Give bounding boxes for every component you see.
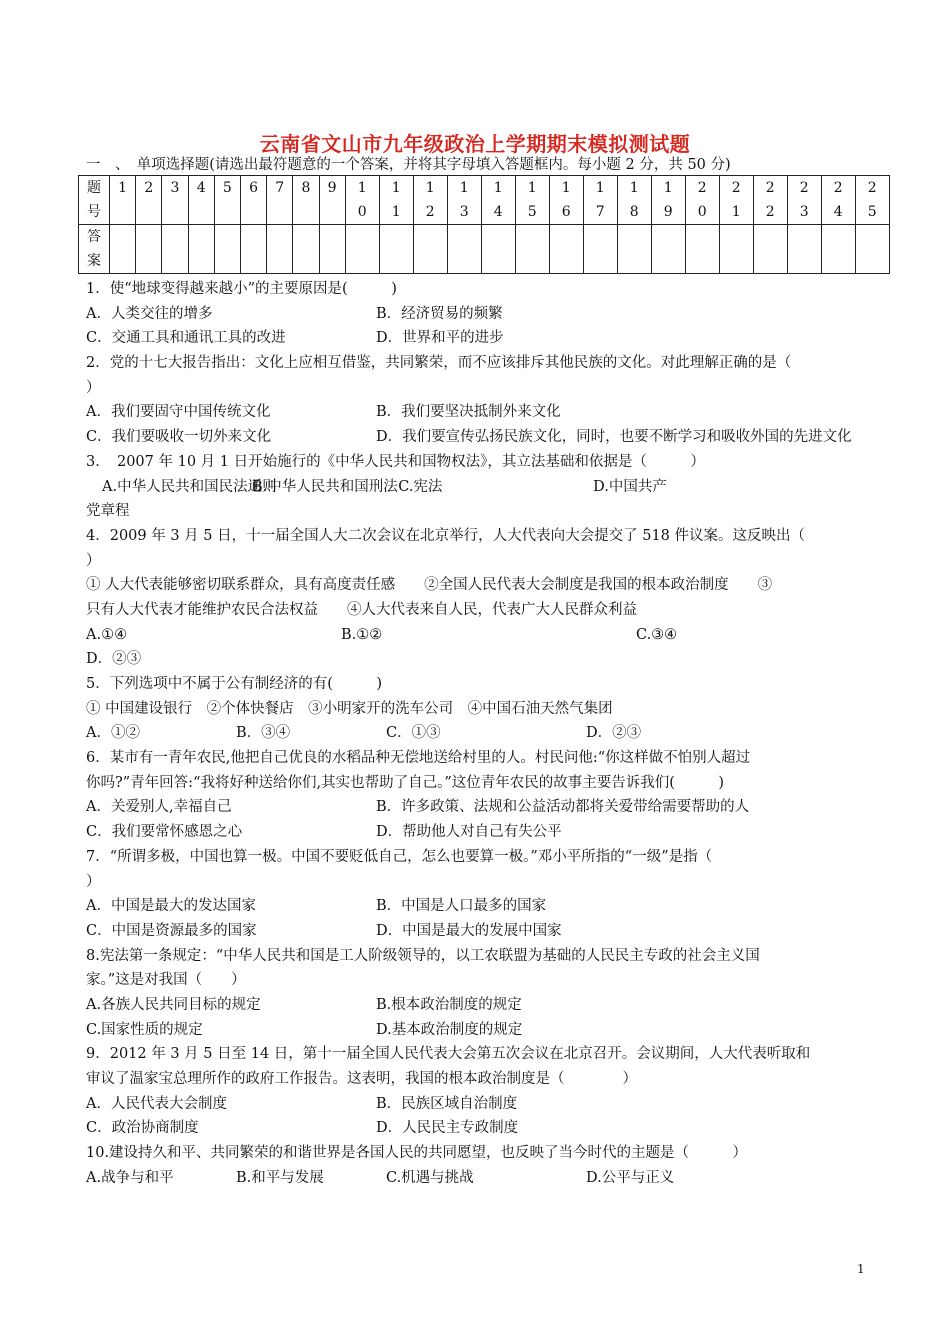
question-number-cell xyxy=(787,176,821,225)
question-stem: 2．党的十七大报告指出：文化上应相互借鉴，共同繁荣，而不应该排斥其他民族的文化。对此理解正确的是（ xyxy=(86,355,792,372)
question-number-cell xyxy=(162,176,188,225)
option-continuation: 党章程 xyxy=(86,503,130,520)
option-c[interactable]: C．政治协商制度 xyxy=(86,1120,199,1137)
answer-cell[interactable] xyxy=(753,225,787,274)
question-stem: 5．下列选项中不属于公有制经济的有( ) xyxy=(86,676,383,692)
option-row xyxy=(86,919,871,944)
question-stem: 6．某市有一青年农民,他把自己优良的水稻品种无偿地送给村里的人。村民问他:“你这样做不怕别人超过 xyxy=(86,750,751,767)
answer-cell[interactable] xyxy=(110,225,136,274)
option-b[interactable]: B．③④ xyxy=(236,725,291,742)
question-block xyxy=(86,1042,871,1141)
option-c[interactable]: C.国家性质的规定 xyxy=(86,1021,203,1038)
question-number-cell xyxy=(319,176,345,225)
option-row xyxy=(86,1116,871,1141)
option-a[interactable]: A．人民代表大会制度 xyxy=(86,1095,227,1112)
question-number-digit: 1 xyxy=(527,180,537,196)
question-number-digit: 5 xyxy=(222,180,232,196)
answer-cell[interactable] xyxy=(293,225,319,274)
question-number-digit xyxy=(136,200,161,224)
question-number-digit: 0 xyxy=(357,204,367,220)
option-row xyxy=(86,400,871,425)
option-row xyxy=(86,475,871,500)
question-number-digit: 2 xyxy=(765,180,775,196)
question-number-digit: 5 xyxy=(527,204,537,220)
answer-cell[interactable] xyxy=(136,225,162,274)
option-d[interactable]: D.基本政治制度的规定 xyxy=(376,1021,523,1038)
question-number-digit: 1 xyxy=(561,180,571,196)
option-a[interactable]: A.①④ xyxy=(86,626,128,643)
answer-table xyxy=(78,175,890,274)
option-b[interactable]: B.①② xyxy=(341,626,383,643)
question-number-cell xyxy=(855,176,889,225)
question-number-cell xyxy=(685,176,719,225)
section-heading: 一 、 单项选择题(请选出最符题意的一个答案，并将其字母填入答题框内。每小题 2 分，共 50 分) xyxy=(86,157,731,173)
question-stem: ） xyxy=(86,873,101,890)
answer-cell[interactable] xyxy=(549,225,583,274)
question-number-digit xyxy=(293,200,318,224)
question-number-digit: 1 xyxy=(459,180,469,196)
question-number-digit: 6 xyxy=(249,180,258,196)
option-d[interactable]: D．帮助他人对自己有失公平 xyxy=(376,824,562,841)
answer-table-answer-row xyxy=(79,225,890,274)
question-number-digit: 1 xyxy=(731,204,741,220)
question-number-digit: 3 xyxy=(799,204,809,220)
option-row xyxy=(86,820,871,845)
question-number-cell xyxy=(515,176,549,225)
page-number: 1 xyxy=(857,1262,865,1276)
question-stem: 8.宪法第一条规定：“中华人民共和国是工人阶级领导的，以工农联盟为基础的人民民主专政的社会主义国 xyxy=(86,947,760,964)
question-number-digit: 1 xyxy=(493,180,503,196)
question-list xyxy=(86,277,871,1190)
answer-label-cell xyxy=(79,225,110,274)
question-stem: 7．“所谓多极，中国也算一极。中国不要贬低自己，怎么也要算一极。”邓小平所指的“一级”是指（ xyxy=(86,848,713,865)
question-number-digit: 0 xyxy=(697,204,707,220)
question-block xyxy=(86,944,871,1043)
option-b[interactable]: B．许多政策、法规和公益活动都将关爱带给需要帮助的人 xyxy=(376,799,750,816)
answer-cell[interactable] xyxy=(188,225,214,274)
option-c[interactable]: C.机遇与挑战 xyxy=(386,1169,474,1186)
question-stem: 9．2012 年 3 月 5 日至 14 日，第十一届全国人民代表大会第五次会议在北京召开。会议期间，人大代表听取和 xyxy=(86,1046,811,1063)
option-a[interactable]: A．关爱别人,幸福自己 xyxy=(86,799,232,816)
question-number-digit: 2 xyxy=(144,180,154,196)
question-stem: 审议了温家宝总理所作的政府工作报告。这表明，我国的根本政治制度是（ ） xyxy=(86,1071,637,1087)
option-a[interactable]: A．我们要固守中国传统文化 xyxy=(86,404,271,421)
answer-cell[interactable] xyxy=(379,225,413,274)
question-block xyxy=(86,450,871,524)
option-b[interactable]: B．民族区域自治制度 xyxy=(376,1095,518,1112)
question-number-digit xyxy=(215,200,240,224)
option-c[interactable]: C．我们要吸收一切外来文化 xyxy=(86,429,272,446)
option-c[interactable]: C．中国是资源最多的国家 xyxy=(86,922,257,939)
question-block xyxy=(86,845,871,944)
question-number-digit: 2 xyxy=(425,204,435,220)
question-stem: 3． 2007 年 10 月 1 日开始施行的《中华人民共和国物权法》，其立法基础和依据是（ ） xyxy=(86,453,705,470)
option-c[interactable]: C．我们要常怀感恩之心 xyxy=(86,824,243,841)
answer-cell[interactable] xyxy=(583,225,617,274)
answer-cell[interactable] xyxy=(481,225,515,274)
header-label-top: 题 xyxy=(87,180,101,196)
question-number-cell xyxy=(753,176,787,225)
answer-cell[interactable] xyxy=(214,225,240,274)
option-c[interactable]: C.宪法 xyxy=(398,478,443,495)
option-b[interactable]: B.中华人民共和国刑法 xyxy=(252,478,398,495)
question-number-digit: 1 xyxy=(391,180,401,196)
question-number-digit: 4 xyxy=(833,204,843,220)
option-row xyxy=(86,326,871,351)
question-number-cell xyxy=(617,176,651,225)
question-number-digit: 2 xyxy=(799,180,809,196)
answer-cell[interactable] xyxy=(821,225,855,274)
question-stem: 1．使“地球变得越来越小”的主要原因是( ) xyxy=(86,281,397,297)
question-number-digit: 9 xyxy=(663,204,673,220)
question-number-cell xyxy=(136,176,162,225)
question-number-digit: 5 xyxy=(867,204,877,220)
question-number-digit: 1 xyxy=(663,180,673,196)
option-d[interactable]: D.公平与正义 xyxy=(586,1169,675,1186)
question-number-digit: 7 xyxy=(275,180,285,196)
question-number-cell xyxy=(447,176,481,225)
question-number-cell xyxy=(188,176,214,225)
option-a[interactable]: A.各族人民共同目标的规定 xyxy=(86,996,261,1013)
option-b[interactable]: B．经济贸易的频繁 xyxy=(376,305,503,322)
option-b[interactable]: B．我们要坚决抵制外来文化 xyxy=(376,404,561,421)
question-number-digit: 2 xyxy=(697,180,707,196)
question-number-digit: 7 xyxy=(595,204,605,220)
question-number-digit: 4 xyxy=(196,180,206,196)
question-number-cell xyxy=(379,176,413,225)
question-number-digit xyxy=(320,200,345,224)
option-c[interactable]: C.③④ xyxy=(636,626,678,643)
question-statement: 只有人大代表才能维护农民合法权益 ④人大代表来自人民，代表广大人民群众利益 xyxy=(86,601,637,618)
answer-table-header-row xyxy=(79,176,890,225)
question-number-cell xyxy=(345,176,379,225)
question-number-digit: 1 xyxy=(357,180,367,196)
question-number-digit: 2 xyxy=(731,180,741,196)
answer-cell[interactable] xyxy=(685,225,719,274)
question-number-digit: 2 xyxy=(833,180,843,196)
question-number-digit xyxy=(267,200,292,224)
question-number-digit: 3 xyxy=(459,204,469,220)
option-d[interactable]: D．人民民主专政制度 xyxy=(376,1120,519,1137)
question-number-digit: 4 xyxy=(493,204,503,220)
question-block xyxy=(86,746,871,845)
option-b[interactable]: B.根本政治制度的规定 xyxy=(376,996,522,1013)
option-d[interactable]: D．中国是最大的发展中国家 xyxy=(376,922,562,939)
answer-cell[interactable] xyxy=(240,225,266,274)
option-continuation: D．②③ xyxy=(86,651,142,668)
answer-cell[interactable] xyxy=(617,225,651,274)
question-number-digit: 1 xyxy=(391,204,401,220)
answer-cell[interactable] xyxy=(651,225,685,274)
answer-cell[interactable] xyxy=(447,225,481,274)
option-row xyxy=(86,1018,871,1043)
answer-cell[interactable] xyxy=(162,225,188,274)
question-number-digit: 6 xyxy=(561,204,571,220)
option-a[interactable]: A.中华人民共和国民法通则 xyxy=(102,478,277,495)
option-b[interactable]: B．中国是人口最多的国家 xyxy=(376,898,547,915)
option-d[interactable]: D．②③ xyxy=(586,725,642,742)
question-block xyxy=(86,351,871,450)
answer-cell[interactable] xyxy=(719,225,753,274)
option-row xyxy=(86,1092,871,1117)
answer-cell[interactable] xyxy=(515,225,549,274)
question-number-digit: 8 xyxy=(629,204,639,220)
question-block xyxy=(86,1141,871,1190)
question-number-digit: 1 xyxy=(118,180,128,196)
question-number-digit: 8 xyxy=(301,180,311,196)
question-block xyxy=(86,672,871,746)
option-d[interactable]: D.中国共产 xyxy=(593,478,667,495)
option-row xyxy=(86,894,871,919)
answer-cell[interactable] xyxy=(267,225,293,274)
header-label-bottom: 号 xyxy=(87,204,101,220)
question-stem: ） xyxy=(86,552,101,569)
option-d[interactable]: D．世界和平的进步 xyxy=(376,330,504,347)
question-number-cell xyxy=(413,176,447,225)
question-number-digit xyxy=(241,200,266,224)
question-stem: 10.建设持久和平、共同繁荣的和谐世界是各国人民的共同愿望，也反映了当今时代的主题是（ ） xyxy=(86,1145,748,1162)
question-number-digit: 9 xyxy=(327,180,337,196)
question-stem: ） xyxy=(86,379,101,396)
answer-cell[interactable] xyxy=(413,225,447,274)
option-a[interactable]: A．①② xyxy=(86,725,140,742)
question-stem: 家。”这是对我国（ ） xyxy=(86,972,246,989)
option-row xyxy=(86,795,871,820)
option-row xyxy=(86,425,871,450)
question-number-digit xyxy=(189,200,214,224)
question-number-cell xyxy=(293,176,319,225)
answer-label-top: 答 xyxy=(87,229,101,245)
page-title: 云南省文山市九年级政治上学期期末模拟测试题 xyxy=(259,132,691,156)
question-number-cell xyxy=(719,176,753,225)
question-stem: 4．2009 年 3 月 5 日，十一届全国人大二次会议在北京举行，人大代表向大会提交了 518 件议案。这反映出（ xyxy=(86,527,806,544)
option-row xyxy=(86,623,871,648)
question-number-digit xyxy=(110,200,135,224)
question-number-cell xyxy=(110,176,136,225)
question-statement: ① 人大代表能够密切联系群众，具有高度责任感 ②全国人民代表大会制度是我国的根本政治制度 ③ xyxy=(86,577,773,594)
question-number-digit: 2 xyxy=(867,180,877,196)
option-row xyxy=(86,721,871,746)
option-a[interactable]: A．人类交往的增多 xyxy=(86,305,213,322)
question-number-cell xyxy=(549,176,583,225)
option-row xyxy=(86,993,871,1018)
question-number-cell xyxy=(267,176,293,225)
question-number-cell xyxy=(651,176,685,225)
question-number-digit: 1 xyxy=(425,180,435,196)
question-number-digit xyxy=(162,200,187,224)
option-d[interactable]: D．我们要宣传弘扬民族文化，同时，也要不断学习和吸收外国的先进文化 xyxy=(376,429,852,446)
option-c[interactable]: C．①③ xyxy=(386,725,441,742)
question-statement: ① 中国建设银行 ②个体快餐店 ③小明家开的洗车公司 ④中国石油天然气集团 xyxy=(86,700,613,717)
question-number-digit: 2 xyxy=(765,204,775,220)
question-block xyxy=(86,277,871,351)
option-row xyxy=(86,302,871,327)
question-number-digit: 3 xyxy=(170,180,180,196)
question-number-digit: 1 xyxy=(595,180,605,196)
question-number-cell xyxy=(583,176,617,225)
answer-cell[interactable] xyxy=(855,225,889,274)
option-a[interactable]: A．中国是最大的发达国家 xyxy=(86,898,256,915)
option-c[interactable]: C．交通工具和通讯工具的改进 xyxy=(86,330,286,347)
answer-cell[interactable] xyxy=(319,225,345,274)
option-row xyxy=(86,1166,871,1191)
question-number-cell xyxy=(214,176,240,225)
question-number-cell xyxy=(481,176,515,225)
question-number-cell xyxy=(240,176,266,225)
question-number-digit: 1 xyxy=(629,180,639,196)
answer-cell[interactable] xyxy=(345,225,379,274)
header-label-cell xyxy=(79,176,110,225)
answer-label-bottom: 案 xyxy=(87,253,101,269)
question-number-cell xyxy=(821,176,855,225)
question-stem: 你吗?”青年回答:“我将好种送给你们,其实也帮助了自己。”这位青年农民的故事主要告诉我们( ) xyxy=(86,774,725,791)
option-b[interactable]: B.和平与发展 xyxy=(236,1169,324,1186)
answer-cell[interactable] xyxy=(787,225,821,274)
question-block xyxy=(86,524,871,672)
option-a[interactable]: A.战争与和平 xyxy=(86,1169,174,1186)
